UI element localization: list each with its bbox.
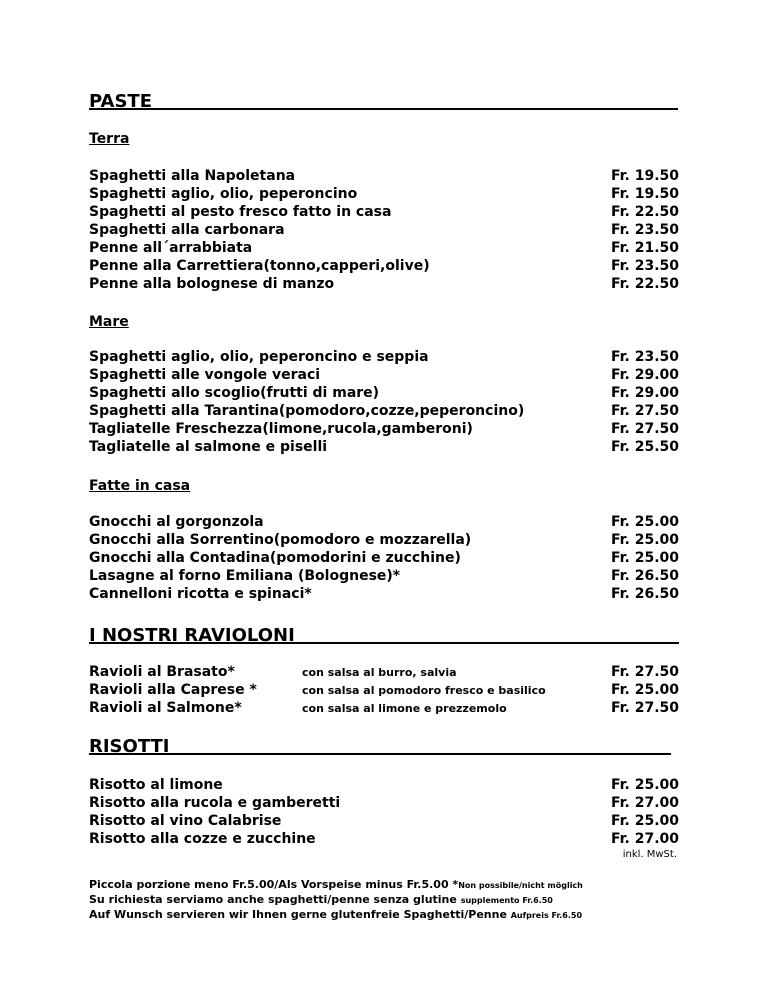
- item-name: Spaghetti allo scoglio(frutti di mare): [89, 385, 380, 401]
- item-name: Gnocchi alla Contadina(pomodorini e zucchine): [89, 550, 461, 566]
- item-price: Fr. 26.50: [610, 586, 679, 602]
- item-price: Fr. 27.00: [610, 831, 679, 847]
- item-price: Fr. 22.50: [610, 204, 679, 220]
- menu-item: [89, 221, 679, 239]
- footer-line-portion: [89, 877, 689, 893]
- item-note: con salsa al pomodoro fresco e basilico: [302, 684, 546, 697]
- menu-item: [89, 402, 679, 420]
- menu-item: [89, 167, 679, 185]
- item-price: Fr. 25.00: [610, 532, 679, 548]
- menu-item: [89, 531, 679, 549]
- menu-item: [89, 203, 679, 221]
- menu-item: [89, 812, 679, 830]
- footer-small-text: Non possibile/nicht möglich: [458, 881, 583, 890]
- item-price: Fr. 25.00: [610, 514, 679, 530]
- item-price: Fr. 27.50: [610, 403, 679, 419]
- item-name: Lasagne al forno Emiliana (Bolognese)*: [89, 568, 401, 584]
- fatte-list: [89, 513, 679, 603]
- item-price: Fr. 25.00: [610, 550, 679, 566]
- footer-text: Piccola porzione meno Fr.5.00/Als Vorspeise minus Fr.5.00 *: [89, 878, 459, 891]
- footer-small-text: Aufpreis Fr.6.50: [510, 911, 583, 920]
- footer-text: Auf Wunsch servieren wir Ihnen gerne glutenfreie Spaghetti/Penne: [89, 908, 511, 921]
- section-title-ravioloni: I NOSTRI RAVIOLONI: [89, 625, 295, 646]
- menu-item: [89, 239, 679, 257]
- item-price: Fr. 19.50: [610, 186, 679, 202]
- item-price: Fr. 29.00: [610, 367, 679, 383]
- item-name: Penne alla bolognese di manzo: [89, 276, 335, 292]
- item-name: Penne alla Carrettiera(tonno,capperi,olive): [89, 258, 430, 274]
- item-price: Fr. 23.50: [610, 222, 679, 238]
- risotti-list: [89, 776, 679, 848]
- item-price: Fr. 25.00: [610, 777, 679, 793]
- section-rule-ravioloni: [89, 642, 679, 644]
- item-name: Spaghetti alle vongole veraci: [89, 367, 321, 383]
- item-name: Ravioli al Brasato*: [89, 664, 235, 680]
- subsection-terra: Terra: [89, 131, 130, 147]
- item-note: con salsa al limone e prezzemolo: [302, 702, 507, 715]
- item-name: Tagliatelle al salmone e piselli: [89, 439, 328, 455]
- ravioloni-list: [89, 663, 679, 717]
- item-price: Fr. 27.50: [610, 664, 679, 680]
- item-price: Fr. 25.00: [610, 813, 679, 829]
- item-price: Fr. 25.00: [610, 682, 679, 698]
- terra-list: [89, 167, 679, 293]
- menu-item: [89, 663, 679, 681]
- menu-item: [89, 420, 679, 438]
- item-name: Spaghetti alla Napoletana: [89, 168, 296, 184]
- item-price: Fr. 19.50: [610, 168, 679, 184]
- subsection-mare: Mare: [89, 314, 129, 330]
- menu-item: [89, 348, 679, 366]
- menu-item: [89, 185, 679, 203]
- item-price: Fr. 23.50: [610, 349, 679, 365]
- footer-line-gluten-it: [89, 892, 689, 908]
- section-rule-paste: [89, 108, 678, 110]
- item-name: Risotto alla rucola e gamberetti: [89, 795, 341, 811]
- item-price: Fr. 29.00: [610, 385, 679, 401]
- menu-item: [89, 438, 679, 456]
- menu-item: [89, 275, 679, 293]
- menu-item: [89, 366, 679, 384]
- item-name: Risotto al limone: [89, 777, 223, 793]
- tax-note: inkl. MwSt.: [622, 849, 677, 860]
- subsection-fatte-in-casa: Fatte in casa: [89, 478, 191, 494]
- item-name: Gnocchi al gorgonzola: [89, 514, 264, 530]
- item-name: Spaghetti alla Tarantina(pomodoro,cozze,peperoncino): [89, 403, 525, 419]
- section-title-risotti: RISOTTI: [89, 736, 170, 757]
- menu-item: [89, 257, 679, 275]
- item-price: Fr. 27.50: [610, 700, 679, 716]
- menu-item: [89, 681, 679, 699]
- item-name: Risotto al vino Calabrise: [89, 813, 282, 829]
- item-name: Ravioli al Salmone*: [89, 700, 242, 716]
- item-name: Spaghetti al pesto fresco fatto in casa: [89, 204, 392, 220]
- item-name: Spaghetti aglio, olio, peperoncino e seppia: [89, 349, 429, 365]
- item-price: Fr. 26.50: [610, 568, 679, 584]
- menu-item: [89, 513, 679, 531]
- item-name: Risotto alla cozze e zucchine: [89, 831, 316, 847]
- item-name: Penne all´arrabbiata: [89, 240, 253, 256]
- item-name: Ravioli alla Caprese *: [89, 682, 257, 698]
- item-price: Fr. 27.00: [610, 795, 679, 811]
- menu-item: [89, 384, 679, 402]
- item-name: Spaghetti aglio, olio, peperoncino: [89, 186, 358, 202]
- item-price: Fr. 22.50: [610, 276, 679, 292]
- section-rule-risotti: [89, 753, 671, 755]
- mare-list: [89, 348, 679, 456]
- item-name: Spaghetti alla carbonara: [89, 222, 285, 238]
- item-name: Gnocchi alla Sorrentino(pomodoro e mozzarella): [89, 532, 472, 548]
- menu-item: [89, 830, 679, 848]
- menu-item: [89, 585, 679, 603]
- item-name: Tagliatelle Freschezza(limone,rucola,gamberoni): [89, 421, 473, 437]
- item-price: Fr. 23.50: [610, 258, 679, 274]
- menu-item: [89, 776, 679, 794]
- item-price: Fr. 25.50: [610, 439, 679, 455]
- item-name: Cannelloni ricotta e spinaci*: [89, 586, 312, 602]
- footer-line-gluten-de: [89, 907, 689, 923]
- menu-item: [89, 567, 679, 585]
- item-note: con salsa al burro, salvia: [302, 666, 457, 679]
- menu-item: [89, 794, 679, 812]
- footer-small-text: supplemento Fr.6.50: [460, 896, 553, 905]
- item-price: Fr. 27.50: [610, 421, 679, 437]
- footer-text: Su richiesta serviamo anche spaghetti/penne senza glutine: [89, 893, 461, 906]
- menu-item: [89, 699, 679, 717]
- section-title-paste: PASTE: [89, 91, 153, 112]
- menu-item: [89, 549, 679, 567]
- item-price: Fr. 21.50: [610, 240, 679, 256]
